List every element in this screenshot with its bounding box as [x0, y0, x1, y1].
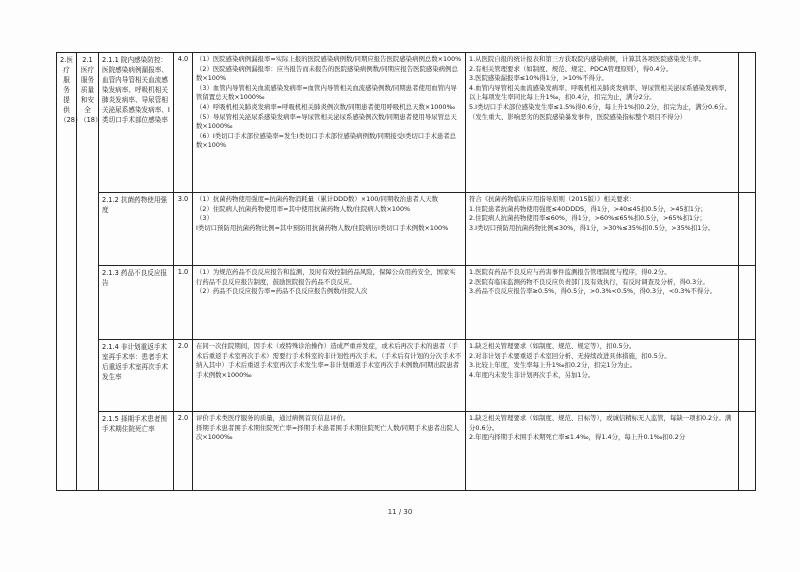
table-row: [57, 266, 756, 340]
score-cell: 2.0: [174, 412, 193, 491]
criteria-line: 3.I类切口预防用抗菌药物比例≤30%，得1分，>30%≤35%扣0.5分，>35%扣1分。: [469, 223, 715, 232]
table-row: [57, 53, 756, 193]
criteria-line: 3.医院感染漏报率≤10%得1分，>10%不得分。: [469, 74, 608, 83]
criteria-cell: [466, 340, 739, 412]
criteria-line: 2.年度内择期手术围手术期死亡率≤1.4‰，得1.4分，每上升0.1‰扣0.2分: [469, 433, 686, 442]
calculation-cell: [193, 193, 466, 266]
calculation-cell: [193, 340, 466, 412]
calc-line: （6）I类切口手术部位感染率=发生I类切口手术部位感染病例数/同期接受I类切口手术患者总数×100%: [196, 131, 457, 150]
criteria-line: 符合《抗菌药物临床应用指导原则（2015版）》相关要求：: [469, 195, 636, 203]
criteria-cell: [466, 266, 739, 340]
calc-line: （2）药品不良反应报告率=药品不良反应报告例数/住院人次: [196, 287, 368, 296]
criteria-cell: [466, 193, 739, 266]
score-cell: 3.0: [174, 193, 193, 266]
criteria-cell: [466, 412, 739, 491]
category-cell: 2.医疗服务提供（28）: [57, 53, 77, 491]
blank-cell: [739, 340, 756, 412]
criteria-line: 5.I类切口手术部位感染发生率≤1.5%得0.6分，每上升1%扣0.2分，扣完为止，满分0.6分。: [469, 102, 731, 111]
table-row: [57, 340, 756, 412]
evaluation-table: [56, 52, 756, 491]
indicator-cell: 2.1.3 药品不良反应报告: [99, 266, 174, 340]
table-row: [57, 412, 756, 491]
calc-line: 在同一次住院期间，因手术（或特殊诊治操作）造成严重并发症，或术后再次手术的患者（手术后重返手术室再次手术）需要行手术科室的非计划性再次手术。（手术后有计划的分次手术不纳入其中）手术后重返手术室再次手术发生率=非计划重返手术室再次手术例数/同期出院患者手术例数×1000‰: [196, 342, 462, 379]
blank-cell: [739, 412, 756, 491]
blank-cell: [739, 193, 756, 266]
calc-line: I类切口预防用抗菌药物比例=其中预防用抗菌药物人数/住院病历I类切口手术例数×100%: [196, 223, 449, 232]
score-cell: 1.0: [174, 266, 193, 340]
criteria-line: 3.比较上年度，发生率每上升1‰扣0.2分，扣完1分为止。: [469, 361, 637, 370]
calc-line: 择期手术患者围手术期住院死亡率=择期手术患者围手术期住院死亡人数/同期手术患者出院人次×1000‰: [196, 423, 460, 442]
calculation-cell: [193, 53, 466, 193]
calc-line: （4）呼吸机相关肺炎发病率=呼吸机相关肺炎例次数/同期患者使用呼吸机总天数×1000‰: [196, 102, 456, 111]
calc-line: （3）血管内导管相关血流感染发病率=血管内导管相关血流感染例数/同期患者使用血管内导管留置总天数×1000‰: [196, 83, 457, 102]
table-row: [57, 193, 756, 266]
calc-line: （1）抗菌药物使用强度=抗菌药物消耗量（累计DDD数）×100/同期收治患者人天数: [196, 195, 438, 203]
calc-line: （2）住院病人抗菌药物使用率=其中使用抗菌药物人数/住院病人数×100%: [196, 204, 411, 213]
criteria-line: 1.住院患者抗菌药物使用强度≤40DDDS，得1分，>40≤45扣0.5分，>45扣1分；: [469, 204, 707, 213]
calc-line: （2）医院感染病例漏报率：应当报告而未报告的医院感染病例数/同期应报告医院感染病例总数×100%: [196, 64, 458, 83]
criteria-line: 1.缺乏相关管理要求（如制度、规范、目标等），或诚信精标无人监管，每缺一项扣0.2分。满分0.6分。: [469, 414, 732, 432]
calc-line: （5）导尿管相关泌尿系感染发病率=导尿管相关泌尿系感染例次数/同期患者使用导尿管总天数×1000‰: [196, 112, 457, 131]
calc-line: （1）医院感染病例漏报率=实际上报的医院感染病例数/同期应报告医院感染病例总数×100%: [196, 55, 462, 63]
criteria-line: 2.对非计划手术要重返手术室回分析、无持续改进具体措施，扣0.5分。: [469, 351, 671, 360]
indicator-cell: 2.1.5 择期手术患者围手术期住院死亡率: [99, 412, 174, 491]
criteria-line: 2.医院有临床监测药物不良反应负责部门及有效执行，有反时调查及分析，得0.3分。: [469, 277, 709, 286]
score-cell: 4.0: [174, 53, 193, 193]
criteria-line: 1.医院有药品不良反应与药害事件监测报告管理制度与程序，得0.2分。: [469, 268, 671, 276]
criteria-line: 2.住院病人抗菌药物使用率≤60%，得1分，>60%≤65%扣0.5分，>65%扣1分；: [469, 214, 706, 223]
criteria-cell: [466, 53, 739, 193]
criteria-line: （发生重大、影响恶劣的医院感染暴发事件，医院感染指标整个项目不得分）: [469, 112, 687, 121]
criteria-line: 2.有相关管理要求（如制度、规范、规定、PDCA管理原则），得0.4分。: [469, 64, 673, 73]
subcategory-cell: 2.1 医疗服务质量和安全（18）: [77, 53, 99, 491]
blank-cell: [739, 266, 756, 340]
calc-line: （3）: [196, 214, 213, 223]
calc-line: 评价手术类医疗服务的质量，通过病例首页信息评价。: [196, 414, 350, 422]
calculation-cell: [193, 412, 466, 491]
criteria-line: 1.缺乏相关管理要求（如制度、规范、规定等），扣0.5分。: [469, 342, 636, 350]
calc-line: （1）为规范药品不良反应报告和监测，及时有效控制药品风险，保障公众用药安全，国家实行药品不良反应报告制度，鼓励医院报告药品不良反应。: [196, 268, 456, 286]
indicator-cell: 2.1.2 抗菌药物使用强度: [99, 193, 174, 266]
criteria-line: 3.药品不良反应报告率≥0.5%，得0.5分，>0.3%<0.5%，得0.3分，<0.3%不得分。: [469, 287, 716, 296]
criteria-line: 1.从医院自报的统计报表和第三方获取院内感染病例，计算其各项医院感染发生率。: [469, 55, 706, 63]
indicator-cell: 2.1.4 非计划重返手术室再手术率：患者手术后重返手术室再次手术发生率: [99, 340, 174, 412]
calculation-cell: [193, 266, 466, 340]
page-number: 11 / 30: [387, 508, 413, 516]
indicator-cell: 2.1.1 院内感染防控：医院感染病例漏报率、血管内导管相关血流感染发病率、呼吸机相关肺炎发病率、导尿管相关泌尿系感染发病率、I类切口手术部位感染率: [99, 53, 174, 193]
score-cell: 2.0: [174, 340, 193, 412]
criteria-line: 4.血管内导管相关血流感染发病率、呼吸机相关肺炎发病率、导尿管相关泌尿系感染发病率，以上每项发生率同比每上升1‰，扣0.4分，扣完为止，满分2分。: [469, 83, 731, 102]
criteria-line: 4.年度内未发生非计划再次手术，另加1分。: [469, 370, 595, 379]
blank-cell: [739, 53, 756, 193]
